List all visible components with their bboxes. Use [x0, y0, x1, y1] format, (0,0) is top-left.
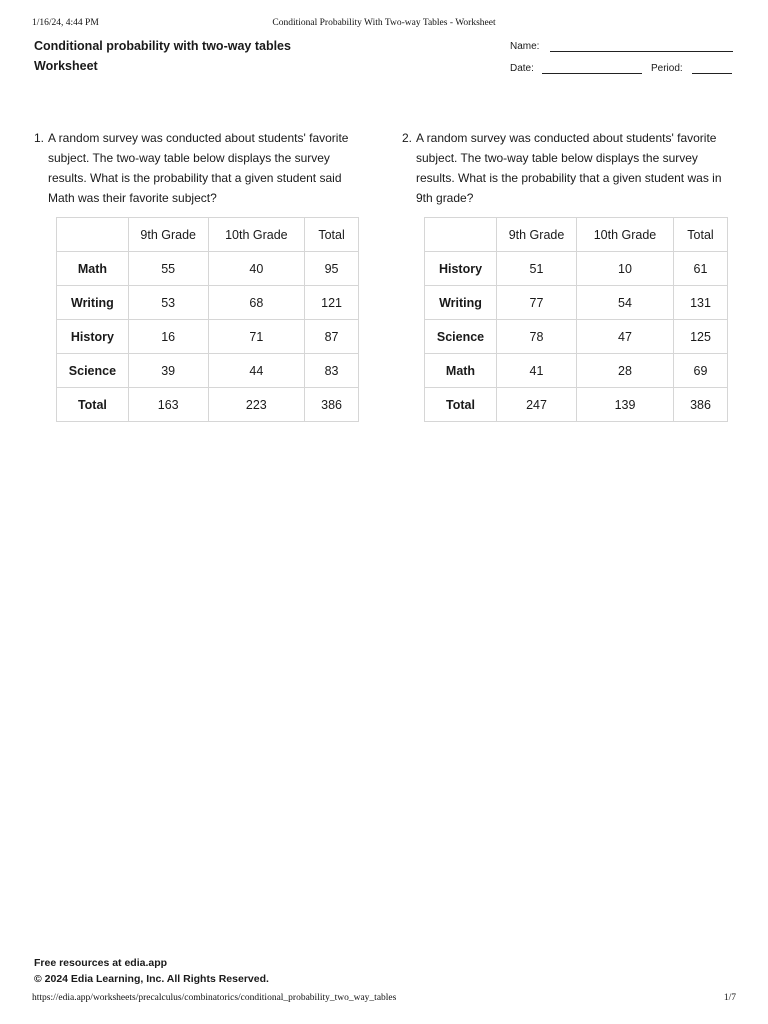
table-cell: 223 [208, 388, 305, 422]
row-label: Math [57, 252, 129, 286]
table-cell: 28 [577, 354, 674, 388]
question-number: 1. [34, 131, 45, 145]
print-url: https://edia.app/worksheets/precalculus/combinatorics/conditional_probability_two_way_tables [32, 993, 397, 1003]
print-footer [32, 993, 736, 1007]
table-cell: 53 [128, 286, 208, 320]
row-label: Total [425, 388, 497, 422]
row-label: Total [57, 388, 129, 422]
table-cell: 16 [128, 320, 208, 354]
table-cell: 78 [497, 320, 577, 354]
row-label: History [425, 252, 497, 286]
table-row [57, 320, 359, 354]
table-row [57, 252, 359, 286]
question-text: A random survey was conducted about students' favorite subject. The two-way table below displays the survey results. What is the probability that a given student said Math was their favorite subject? [48, 131, 349, 205]
student-info [510, 40, 734, 82]
table-cell: 41 [497, 354, 577, 388]
table-cell: 61 [674, 252, 728, 286]
table-row [425, 354, 728, 388]
footer-resources: Free resources at edia.app [34, 957, 168, 969]
row-label: History [57, 320, 129, 354]
table-cell: 125 [674, 320, 728, 354]
table-cell: 247 [497, 388, 577, 422]
footer [34, 955, 269, 987]
table-row [57, 286, 359, 320]
table-cell: 10 [577, 252, 674, 286]
table-cell: 47 [577, 320, 674, 354]
table-cell: 83 [305, 354, 359, 388]
table-cell: 71 [208, 320, 305, 354]
table-cell: 51 [497, 252, 577, 286]
page-number: 1/7 [723, 993, 736, 1003]
table-cell: 87 [305, 320, 359, 354]
header-cell: Total [305, 218, 359, 252]
table-cell: 139 [577, 388, 674, 422]
name-line [550, 51, 733, 52]
header-cell: 9th Grade [128, 218, 208, 252]
row-label: Writing [57, 286, 129, 320]
worksheet-title: Conditional probability with two-way tables [34, 39, 291, 53]
table-row-total [57, 388, 359, 422]
table-cell: 39 [128, 354, 208, 388]
table-cell: 386 [674, 388, 728, 422]
table-row [425, 320, 728, 354]
date-period-row [510, 62, 734, 82]
table-row [425, 252, 728, 286]
header-cell-blank [425, 218, 497, 252]
question-text: A random survey was conducted about students' favorite subject. The two-way table below displays the survey results. What is the probability that a given student was in 9th grade? [416, 131, 722, 205]
table-cell: 121 [305, 286, 359, 320]
table-cell: 40 [208, 252, 305, 286]
print-header [32, 18, 736, 32]
table-header-row [57, 218, 359, 252]
print-datetime: 1/16/24, 4:44 PM [32, 18, 99, 28]
date-label: Date: [510, 63, 534, 74]
header-cell: 10th Grade [208, 218, 305, 252]
row-label: Science [425, 320, 497, 354]
question-number: 2. [402, 131, 413, 145]
header-cell: 9th Grade [497, 218, 577, 252]
footer-copyright: © 2024 Edia Learning, Inc. All Rights Reserved. [34, 973, 269, 985]
date-line [542, 73, 642, 74]
header-cell: Total [674, 218, 728, 252]
table-cell: 44 [208, 354, 305, 388]
table-header-row [425, 218, 728, 252]
table-cell: 55 [128, 252, 208, 286]
question-1 [34, 128, 364, 208]
table-row [57, 354, 359, 388]
table-row [425, 286, 728, 320]
print-title: Conditional Probability With Two-way Tables - Worksheet [272, 18, 496, 28]
table-cell: 386 [305, 388, 359, 422]
table-cell: 69 [674, 354, 728, 388]
two-way-table-2 [424, 217, 728, 422]
worksheet-subtitle: Worksheet [34, 59, 98, 73]
table-cell: 95 [305, 252, 359, 286]
header-cell-blank [57, 218, 129, 252]
table-cell: 163 [128, 388, 208, 422]
two-way-table-1 [56, 217, 359, 422]
table-cell: 131 [674, 286, 728, 320]
header-cell: 10th Grade [577, 218, 674, 252]
question-2 [402, 128, 732, 208]
row-label: Writing [425, 286, 497, 320]
period-line [692, 73, 732, 74]
table-cell: 68 [208, 286, 305, 320]
period-label: Period: [651, 63, 683, 74]
table-row-total [425, 388, 728, 422]
table-cell: 77 [497, 286, 577, 320]
worksheet-title-block [34, 36, 291, 76]
name-row [510, 40, 734, 60]
row-label: Science [57, 354, 129, 388]
name-label: Name: [510, 41, 540, 52]
table-cell: 54 [577, 286, 674, 320]
row-label: Math [425, 354, 497, 388]
